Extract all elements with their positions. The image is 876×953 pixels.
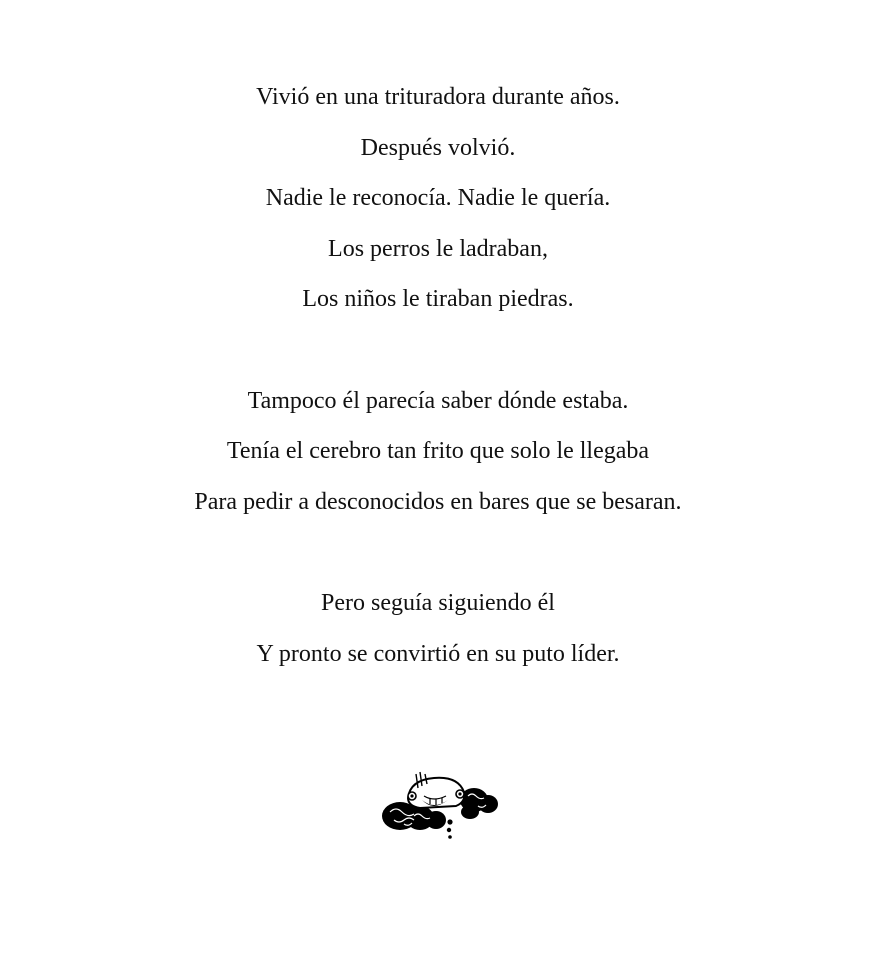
poem-line: Tenía el cerebro tan frito que solo le llegaba: [226, 438, 650, 464]
poem: [0, 72, 876, 730]
poem-line: Pero seguía siguiendo él: [321, 590, 555, 616]
stanza-2: [0, 376, 876, 528]
poem-line: Vivió en una trituradora durante años.: [256, 84, 620, 110]
poem-line: Después volvió.: [360, 134, 516, 161]
poem-line: Para pedir a desconocidos en bares que se besaran.: [194, 488, 682, 515]
ink-creature-illustration-icon: [378, 766, 504, 846]
poem-line: Los perros le ladraban,: [328, 235, 548, 262]
poem-line: Nadie le reconocía. Nadie le quería.: [265, 185, 611, 211]
stanza-3: [0, 578, 876, 679]
stanza-1: [0, 72, 876, 325]
poem-line: Y pronto se convirtió en su puto líder.: [256, 640, 620, 667]
poem-line: Los niños le tiraban piedras.: [302, 286, 574, 312]
poem-line: Tampoco él parecía saber dónde estaba.: [247, 387, 629, 414]
